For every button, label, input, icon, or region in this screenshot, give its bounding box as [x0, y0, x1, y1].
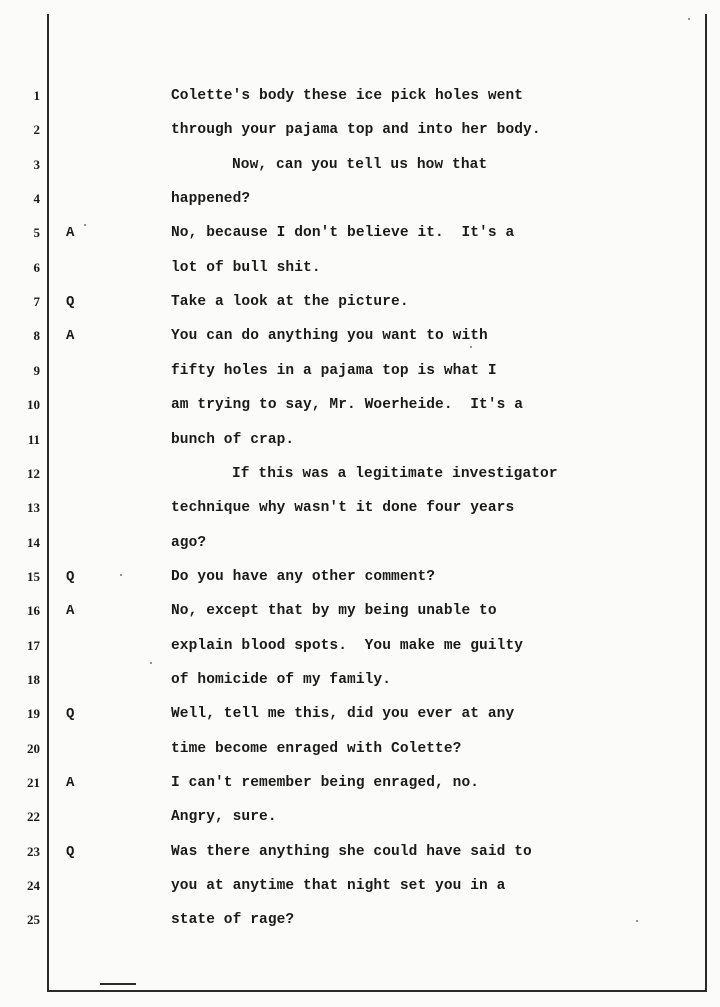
speaker-label: A [66, 225, 75, 241]
speaker-label: A [66, 328, 75, 344]
line-number: 10 [27, 397, 40, 412]
speaker-label: A [66, 775, 75, 791]
line-number: 24 [27, 878, 40, 893]
transcript-line-text: Do you have any other comment? [171, 569, 436, 585]
transcript-line-text: Take a look at the picture. [171, 294, 409, 310]
transcript-line-text: ago? [171, 535, 207, 551]
scan-speck [150, 662, 152, 664]
speaker-label: Q [66, 569, 75, 585]
line-number: 8 [33, 328, 40, 343]
line-number: 6 [33, 260, 40, 275]
line-number: 3 [33, 157, 40, 172]
line-number: 19 [27, 706, 40, 721]
line-number: 9 [33, 363, 40, 378]
transcript-line-text: technique why wasn't it done four years [171, 500, 515, 516]
transcript-line-text: If this was a legitimate investigator [232, 466, 558, 482]
speaker-label: Q [66, 844, 75, 860]
line-number: 4 [33, 191, 40, 206]
transcript-line-text: happened? [171, 191, 251, 207]
line-number: 1 [33, 88, 40, 103]
line-number: 18 [27, 672, 40, 687]
transcript-line-text: through your pajama top and into her body. [171, 122, 541, 138]
line-number: 2 [33, 122, 40, 137]
line-number: 25 [27, 912, 40, 927]
scan-speck [636, 920, 638, 922]
line-number: 15 [27, 569, 40, 584]
speaker-label: Q [66, 294, 75, 310]
transcript-line-text: bunch of crap. [171, 432, 295, 448]
line-number: 20 [27, 741, 40, 756]
line-number: 14 [27, 535, 40, 550]
speaker-label: Q [66, 706, 75, 722]
transcript-line-text: lot of bull shit. [171, 260, 321, 276]
line-number: 17 [27, 638, 40, 653]
speaker-label: A [66, 603, 75, 619]
scan-speck [120, 574, 122, 576]
transcript-line-text: state of rage? [171, 912, 295, 928]
transcript-line-text: am trying to say, Mr. Woerheide. It's a [171, 397, 524, 413]
line-number: 12 [27, 466, 40, 481]
transcript-line-text: No, because I don't believe it. It's a [171, 225, 515, 241]
transcript-line-text: No, except that by my being unable to [171, 603, 497, 619]
line-number: 16 [27, 603, 40, 618]
transcript-line-text: Was there anything she could have said to [171, 844, 532, 860]
line-number: 23 [27, 844, 40, 859]
transcript-line-text: time become enraged with Colette? [171, 741, 462, 757]
transcript-line-text: You can do anything you want to with [171, 328, 488, 344]
scan-speck [470, 346, 472, 348]
line-number: 22 [27, 809, 40, 824]
transcript-line-text: you at anytime that night set you in a [171, 878, 506, 894]
transcript-line-text: Angry, sure. [171, 809, 277, 825]
line-number: 21 [27, 775, 40, 790]
scan-speck [688, 18, 690, 20]
line-number: 7 [33, 294, 40, 309]
transcript-line-text: Now, can you tell us how that [232, 157, 488, 173]
line-number: 11 [27, 432, 40, 447]
scan-speck [84, 224, 86, 226]
line-number: 5 [33, 225, 40, 240]
transcript-line-text: fifty holes in a pajama top is what I [171, 363, 497, 379]
transcript-line-text: Well, tell me this, did you ever at any [171, 706, 515, 722]
line-number: 13 [27, 500, 40, 515]
transcript-line-text: of homicide of my family. [171, 672, 392, 688]
transcript-line-text: explain blood spots. You make me guilty [171, 638, 524, 654]
footer-rule [100, 983, 136, 985]
transcript-line-text: I can't remember being enraged, no. [171, 775, 480, 791]
transcript-line-text: Colette's body these ice pick holes went [171, 88, 524, 104]
